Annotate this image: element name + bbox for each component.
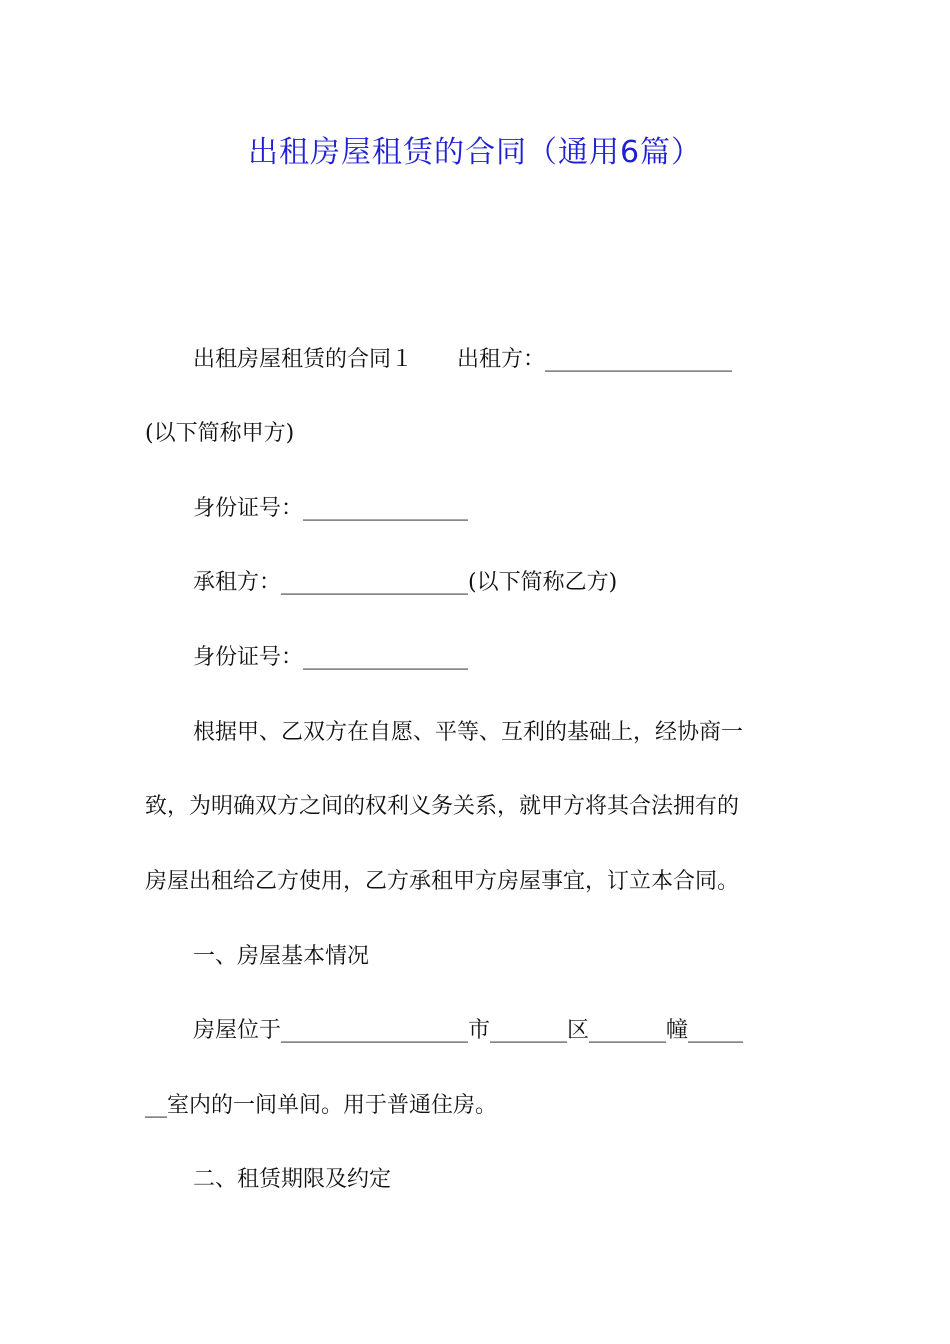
- lessee-line: 承租方：_________________(以下简称乙方): [193, 570, 618, 595]
- paragraph-line: 致，为明确双方之间的权利义务关系，就甲方将其合法拥有的: [145, 794, 740, 819]
- paragraph-line: 房屋出租给乙方使用，乙方承租甲方房屋事宜，订立本合同。: [145, 869, 740, 894]
- house-location-line-2: __室内的一间单间。用于普通住房。: [145, 1093, 498, 1118]
- house-location-line: 房屋位于_________________市_______区_______幢_____: [193, 1018, 744, 1043]
- party-a-note: (以下简称甲方): [145, 421, 295, 446]
- paragraph-line: 根据甲、乙双方在自愿、平等、互利的基础上，经协商一: [193, 720, 744, 745]
- contract-heading-line: 出租房屋租赁的合同１ 出租方：_________________: [193, 347, 733, 372]
- party-b-id-line: 身份证号：_______________: [193, 645, 469, 670]
- section-heading-2: 二、租赁期限及约定: [193, 1167, 392, 1192]
- document-title: 出租房屋租赁的合同（通用6篇）: [247, 135, 703, 170]
- party-a-id-line: 身份证号：_______________: [193, 496, 469, 521]
- section-heading-1: 一、房屋基本情况: [193, 944, 370, 969]
